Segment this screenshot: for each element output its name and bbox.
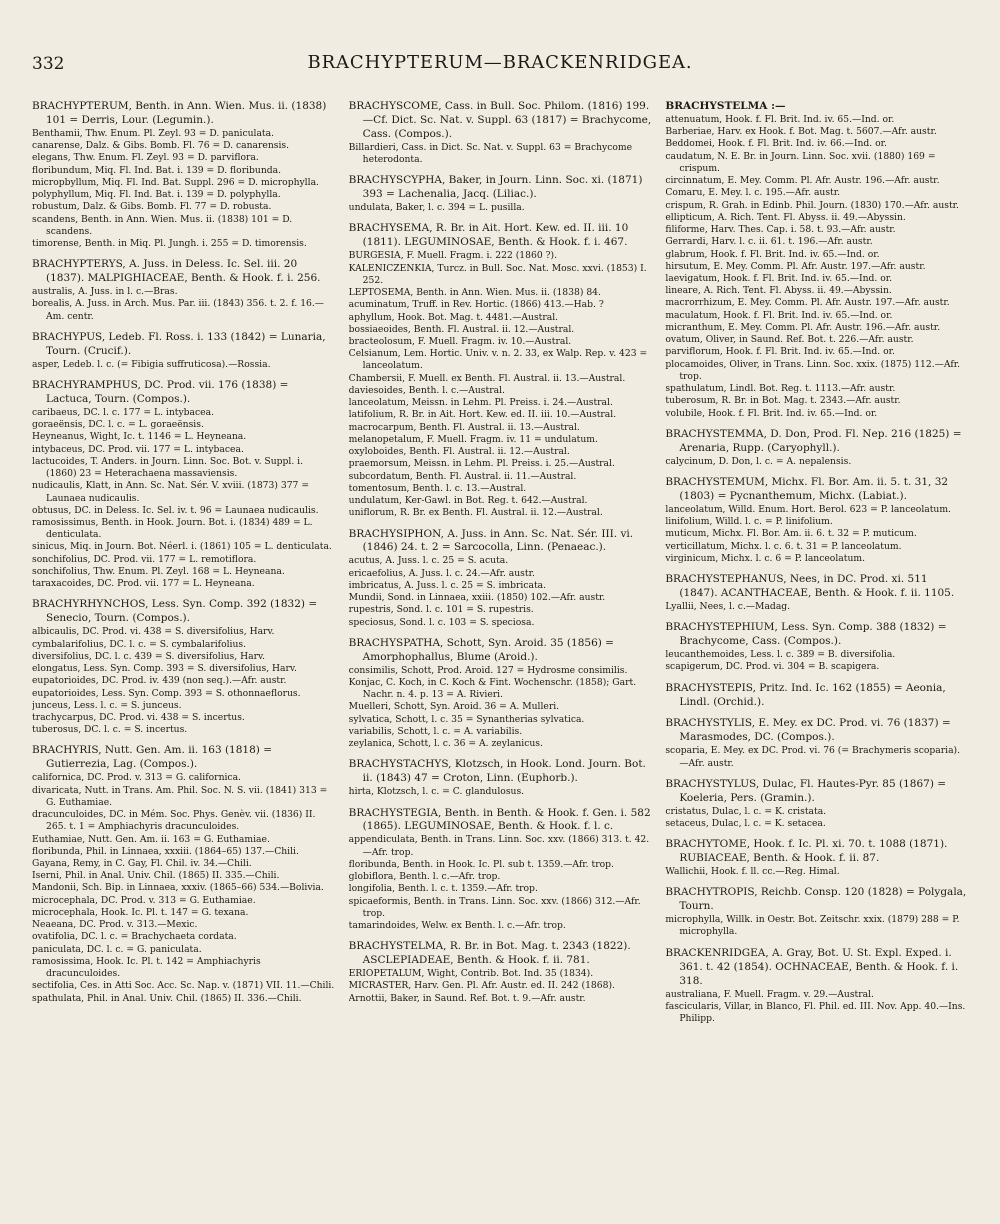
species-line: variabilis, Schott, l. c. = A. variabilis. bbox=[348, 725, 523, 737]
index-entry bbox=[349, 758, 652, 798]
species-line: fascicularis, Villar, in Blanco, Fl. Phil. ed. III. Nov. App. 40.—Ins. Philipp. bbox=[665, 1000, 966, 1025]
species-line: sylvatica, Schott, l. c. 35 = Synantherias sylvatica. bbox=[348, 713, 585, 725]
species-line: longifolia, Benth. l. c. t. 1359.—Afr. trop. bbox=[348, 883, 538, 895]
species-line: sonchifolius, DC. Prod. vii. 177 = L. remotiflora. bbox=[32, 553, 257, 565]
species-line: circinnatum, E. Mey. Comm. Pl. Afr. Austr. 196.—Afr. austr. bbox=[665, 175, 940, 187]
index-entry bbox=[665, 100, 968, 420]
species-line: laevigatum, Hook. f. Fl. Brit. Ind. iv. 65.—Ind. or. bbox=[665, 273, 893, 284]
column-1 bbox=[32, 100, 335, 1205]
species-line: tomentosum, Benth. l. c. 13.—Austral. bbox=[348, 482, 527, 494]
genus-heading: BRACHYRAMPHUS, DC. Prod. vii. 176 (1838) = Lactuca, Tourn. (Compos.). bbox=[32, 379, 289, 405]
species-line: muticum, Michx. Fl. Bor. Am. ii. 6. t. 32 = P. muticum. bbox=[665, 528, 917, 540]
species-line: macrocarpum, Benth. Fl. Austral. ii. 13.—Austral. bbox=[348, 421, 580, 433]
species-line: setaceus, Dulac, l. c. = K. setacea. bbox=[665, 817, 826, 829]
species-line: floribunda, Phil. in Linnaea, xxxiii. (1864–65) 137.—Chili. bbox=[32, 845, 299, 857]
index-entry bbox=[665, 682, 968, 710]
species-line: lanceolatum, Willd. Enum. Hort. Berol. 623 = P. lanceolatum. bbox=[665, 503, 951, 515]
species-line: tuberosum, R. Br. in Bot. Mag. t. 2343.—Afr. austr. bbox=[665, 395, 901, 407]
species-line: Chambersii, F. Muell. ex Benth. Fl. Austral. ii. 13.—Austral. bbox=[348, 372, 626, 384]
index-entry bbox=[349, 528, 652, 629]
species-line: caudatum, N. E. Br. in Journ. Linn. Soc. xvii. (1880) 169 = crispum. bbox=[665, 150, 936, 174]
species-line: filiforme, Harv. Thes. Cap. i. 58. t. 93.—Afr. austr. bbox=[665, 224, 896, 236]
species-line: elegans, Thw. Enum. Fl. Zeyl. 93 = D. parviflora. bbox=[32, 152, 259, 164]
species-line: ericaefolius, A. Juss. l. c. 24.—Afr. austr. bbox=[348, 567, 535, 579]
species-line: australiana, F. Muell. Fragm. v. 29.—Austral. bbox=[665, 988, 874, 1000]
species-line: Benthamii, Thw. Enum. Pl. Zeyl. 93 = D. paniculata. bbox=[32, 127, 275, 139]
species-line: macrorrhizum, E. Mey. Comm. Pl. Afr. Austr. 197.—Afr. austr. bbox=[665, 297, 950, 309]
species-line: globiflora, Benth. l. c.—Afr. trop. bbox=[348, 871, 501, 883]
genus-heading: BRACHYSTYLIS, E. Mey. ex DC. Prod. vi. 76 (1837) = Marasmodes, DC. (Compos.). bbox=[665, 717, 951, 744]
genus-heading: BRACHYPUS, Ledeb. Fl. Ross. i. 133 (1842) = Lunaria, Tourn. (Crucif.). bbox=[32, 330, 326, 357]
species-line: maculatum, Hook. f. Fl. Brit. Ind. iv. 65.—Ind. or. bbox=[665, 309, 893, 321]
species-line: eupatorioides, Less. Syn. Comp. 393 = S. othonnaeflorus. bbox=[32, 687, 301, 699]
index-entry bbox=[32, 598, 335, 736]
species-line: cymbalarifolius, DC. l. c. = S. cymbalarifolius. bbox=[32, 638, 247, 650]
species-line: tamarindoides, Welw. ex Benth. l. c.—Afr. trop. bbox=[348, 920, 566, 932]
index-entry bbox=[665, 886, 968, 938]
species-line: ramosissimus, Benth. in Hook. Journ. Bot. i. (1834) 489 = L. denticulata. bbox=[32, 517, 313, 541]
species-line: undulata, Baker, l. c. 394 = L. pusilla. bbox=[348, 202, 525, 214]
genus-heading: BRACHYSTACHYS, Klotzsch, in Hook. Lond. Journ. Bot. ii. (1843) 47 = Croton, Linn. (Euphorb.). bbox=[348, 758, 646, 785]
species-line: Mundii, Sond. in Linnaea, xxiii. (1850) 102.—Afr. austr. bbox=[348, 592, 606, 604]
index-entry bbox=[349, 100, 652, 166]
species-line: daviesoides, Benth. l. c.—Austral. bbox=[348, 384, 505, 396]
species-line: imbricatus, A. Juss. l. c. 25 = S. imbricata. bbox=[348, 579, 547, 591]
genus-heading: BRACHYPTERYS, A. Juss. in Deless. Ic. Sel. iii. 20 (1837). MALPIGHIACEAE, Benth. & Hook. f. i. 256. bbox=[32, 258, 321, 285]
species-line: microcephala, DC. Prod. v. 313 = G. Euthamiae. bbox=[32, 894, 256, 906]
species-line: Arnottii, Baker, in Saund. Ref. Bot. t. 9.—Afr. austr. bbox=[348, 992, 586, 1004]
species-line: Billardieri, Cass. in Dict. Sc. Nat. v. Suppl. 63 = Brachycome heterodonta. bbox=[348, 141, 633, 166]
species-line: parviflorum, Hook. f. Fl. Brit. Ind. iv. 65.—Ind. or. bbox=[665, 346, 895, 358]
species-line: Barberiae, Harv. ex Hook. f. Bot. Mag. t. 5607.—Afr. austr. bbox=[665, 126, 937, 138]
species-line: KALENICZENKIA, Turcz. in Bull. Soc. Nat. Mosc. xxvi. (1853) I. 252. bbox=[348, 262, 647, 286]
species-line: ramosissima, Hook. Ic. Pl. t. 142 = Amphiachyris dracunculoides. bbox=[32, 955, 261, 980]
species-line: subcordatum, Benth. Fl. Austral. ii. 11.—Austral. bbox=[348, 470, 577, 482]
species-line: volubile, Hook. f. Fl. Brit. Ind. iv. 65.—Ind. or. bbox=[665, 407, 878, 419]
species-line: consimilis, Schott, Prod. Aroid. 127 = Hydrosme consimilis. bbox=[348, 664, 628, 676]
genus-heading: BRACHYSCOME, Cass. in Bull. Soc. Philom. (1816) 199.—Cf. Dict. Sc. Nat. v. Suppl. 63 (1817) = Brachycome, Cass. (Compos.). bbox=[348, 100, 652, 140]
species-line: floribunda, Benth. in Hook. Ic. Pl. sub t. 1359.—Afr. trop. bbox=[348, 858, 614, 870]
page-title: BRACHYPTERUM—BRACKENRIDGEA. bbox=[307, 52, 693, 73]
index-entry bbox=[32, 379, 335, 590]
species-line: ERIOPETALUM, Wight, Contrib. Bot. Ind. 35 (1834). bbox=[348, 968, 594, 980]
species-line: oxyloboides, Benth. Fl. Austral. ii. 12.—Austral. bbox=[348, 446, 570, 458]
species-line: Lyallii, Nees, l. c.—Madag. bbox=[665, 600, 791, 612]
species-line: cristatus, Dulac, l. c. = K. cristata. bbox=[665, 805, 827, 817]
index-entry bbox=[665, 476, 968, 565]
genus-heading: BRACHYSTEPHANUS, Nees, in DC. Prod. xi. 511 (1847). ACANTHACEAE, Benth. & Hook. f. ii. 1105. bbox=[665, 573, 955, 599]
species-line: caribaeus, DC. l. c. 177 = L. intybacea. bbox=[32, 406, 214, 418]
species-line: eupatorioides, DC. Prod. iv. 439 (non seq.).—Afr. austr. bbox=[32, 675, 287, 687]
species-line: spicaeformis, Benth. in Trans. Linn. Soc. xxv. (1866) 312.—Afr. trop. bbox=[348, 895, 641, 919]
page-header bbox=[32, 48, 968, 88]
genus-heading: BRACHYSTEPHIUM, Less. Syn. Comp. 388 (1832) = Brachycome, Cass. (Compos.). bbox=[665, 621, 947, 648]
species-line: verticillatum, Michx. l. c. 6. t. 31 = P. lanceolatum. bbox=[665, 540, 902, 552]
species-line: Heyneanus, Wight, Ic. t. 1146 = L. Heyneana. bbox=[32, 431, 247, 443]
species-line: aphyllum, Hook. Bot. Mag. t. 4481.—Austral. bbox=[348, 311, 559, 323]
species-line: scapigerum, DC. Prod. vi. 304 = B. scapigera. bbox=[665, 661, 880, 673]
species-line: MICRASTER, Harv. Gen. Pl. Afr. Austr. ed. II. 242 (1868). bbox=[348, 980, 615, 992]
species-line: scandens, Benth. in Ann. Wien. Mus. ii. (1838) 101 = D. scandens. bbox=[32, 213, 293, 237]
index-entry bbox=[665, 573, 968, 613]
species-line: spathulata, Phil. in Anal. Univ. Chil. (1865) II. 336.—Chili. bbox=[32, 992, 302, 1004]
species-line: canarense, Dalz. & Gibs. Bomb. Fl. 76 = D. canarensis. bbox=[32, 140, 290, 152]
index-entry bbox=[32, 100, 335, 250]
species-line: californica, DC. Prod. v. 313 = G. californica. bbox=[32, 772, 241, 784]
genus-heading: BRACHYSCYPHA, Baker, in Journ. Linn. Soc. xi. (1871) 393 = Lachenalia, Jacq. (Liliac.). bbox=[348, 174, 643, 201]
species-line: appendiculata, Benth. in Trans. Linn. Soc. xxv. (1866) 313. t. 42.—Afr. trop. bbox=[348, 834, 650, 858]
species-line: BURGESIA, F. Muell. Fragm. i. 222 (1860 ?). bbox=[348, 250, 558, 262]
species-line: tuberosus, DC. l. c. = S. incertus. bbox=[32, 724, 188, 736]
index-entry bbox=[349, 174, 652, 214]
species-line: trachycarpus, DC. Prod. vi. 438 = S. incertus. bbox=[32, 711, 245, 723]
species-line: uniflorum, R. Br. ex Benth. Fl. Austral. ii. 12.—Austral. bbox=[348, 507, 603, 519]
species-line: Gayana, Remy, in C. Gay, Fl. Chil. iv. 34.—Chili. bbox=[32, 857, 252, 869]
column-2 bbox=[349, 100, 652, 1205]
species-line: Gerrardi, Harv. l. c. ii. 61. t. 196.—Afr. austr. bbox=[665, 236, 873, 248]
index-entry bbox=[349, 637, 652, 751]
species-line: plocamoides, Oliver, in Trans. Linn. Soc. xxix. (1875) 112.—Afr. trop. bbox=[665, 358, 961, 382]
species-line: spathulatum, Lindl. Bot. Reg. t. 1113.—Afr. austr. bbox=[665, 383, 896, 395]
index-entry bbox=[665, 778, 968, 830]
species-line: hirta, Klotzsch, l. c. = C. glandulosus. bbox=[348, 786, 525, 798]
species-line: Wallichii, Hook. f. ll. cc.—Reg. Himal. bbox=[665, 866, 840, 878]
species-line: albicaulis, DC. Prod. vi. 438 = S. diversifolius, Harv. bbox=[32, 626, 275, 638]
species-line: Mandonii, Sch. Bip. in Linnaea, xxxiv. (1865–66) 534.—Bolivia. bbox=[32, 882, 324, 894]
species-line: micranthum, E. Mey. Comm. Pl. Afr. Austr. 196.—Afr. austr. bbox=[665, 321, 941, 333]
genus-heading: BRACHYSTELMA, R. Br. in Bot. Mag. t. 2343 (1822). ASCLEPIADEAE, Benth. & Hook. f. ii. 781. bbox=[348, 940, 631, 967]
species-line: linifolium, Willd. l. c. = P. linifolium. bbox=[665, 516, 833, 528]
species-line: ellipticum, A. Rich. Tent. Fl. Abyss. ii. 49.—Abyssin. bbox=[665, 211, 906, 223]
species-line: goraeënsis, DC. l. c. = L. goraeënsis. bbox=[32, 419, 204, 431]
genus-heading: BRACHYSEMA, R. Br. in Ait. Hort. Kew. ed. II. iii. 10 (1811). LEGUMINOSAE, Benth. & Hook. f. i. 467. bbox=[348, 222, 629, 249]
page-number: 332 bbox=[32, 54, 65, 74]
index-entry bbox=[665, 717, 968, 769]
index-entry bbox=[32, 331, 335, 371]
species-line: dracunculoides, DC. in Mém. Soc. Phys. Genèv. vii. (1836) II. 265. t. 1 = Amphiachyris dracunculoides. bbox=[32, 809, 316, 833]
genus-heading: BRACHYSTELMA :— bbox=[665, 100, 786, 112]
genus-heading: BRACHYSTYLUS, Dulac, Fl. Hautes-Pyr. 85 (1867) = Koeleria, Pers. (Gramin.). bbox=[665, 777, 947, 804]
species-line: calycinum, D. Don, l. c. = A. nepalensis. bbox=[665, 455, 852, 467]
genus-heading: BRACHYPTERUM, Benth. in Ann. Wien. Mus. ii. (1838) 101 = Derris, Lour. (Legumin.). bbox=[32, 100, 327, 126]
species-line: Neaeana, DC. Prod. v. 313.—Mexic. bbox=[32, 919, 198, 931]
genus-heading: BRACHYRHYNCHOS, Less. Syn. Comp. 392 (1832) = Senecio, Tourn. (Compos.). bbox=[32, 598, 318, 625]
species-line: lineare, A. Rich. Tent. Fl. Abyss. ii. 49.—Abyssin. bbox=[665, 285, 892, 297]
species-line: sinicus, Miq. in Journ. Bot. Néerl. i. (1861) 105 = L. denticulata. bbox=[32, 541, 332, 553]
species-line: Iserni, Phil. in Anal. Univ. Chil. (1865) II. 335.—Chili. bbox=[32, 870, 280, 882]
species-line: speciosus, Sond. l. c. 103 = S. speciosa. bbox=[348, 616, 535, 628]
species-line: lactucoides, T. Anders. in Journ. Linn. Soc. Bot. v. Suppl. i. (1860) 23 = Heterachaena massaviensis. bbox=[32, 455, 304, 480]
species-line: latifolium, R. Br. in Ait. Hort. Kew. ed. II. iii. 10.—Austral. bbox=[348, 409, 617, 421]
species-line: australis, A. Juss. in l. c.—Bras. bbox=[32, 286, 178, 298]
species-line: taraxacoides, DC. Prod. vii. 177 = L. Heyneana. bbox=[32, 578, 255, 590]
genus-heading: BRACHYSIPHON, A. Juss. in Ann. Sc. Nat. Sér. III. vi. (1846) 24. t. 2 = Sarcocolla, Linn. (Penaeac.). bbox=[348, 527, 634, 554]
species-line: undulatum, Ker-Gawl. in Bot. Reg. t. 642.—Austral. bbox=[348, 495, 588, 507]
index-entry bbox=[349, 807, 652, 933]
species-line: polyphyllum, Miq. Fl. Ind. Bat. i. 139 = D. polyphylla. bbox=[32, 189, 281, 201]
index-entry bbox=[665, 947, 968, 1026]
species-line: floribundum, Miq. Fl. Ind. Bat. i. 139 = D. floribunda. bbox=[32, 164, 282, 176]
species-line: Konjac, C. Koch, in C. Koch & Fint. Wochenschr. (1858); Gart. Nachr. n. 4. p. 13 = A. Rivieri. bbox=[348, 676, 637, 701]
genus-heading: BRACHYSTEMUM, Michx. Fl. Bor. Am. ii. 5. t. 31, 32 (1803) = Pycnanthemum, Michx. (Labiat.). bbox=[665, 475, 949, 502]
genus-heading: BRACHYTROPIS, Reichb. Consp. 120 (1828) = Polygala, Tourn. bbox=[665, 886, 967, 913]
species-line: virginicum, Michx. l. c. 6 = P. lanceolatum. bbox=[665, 552, 865, 564]
species-line: timorense, Benth. in Miq. Pl. Jungh. i. 255 = D. timorensis. bbox=[32, 238, 307, 250]
species-line: scoparia, E. Mey. ex DC. Prod. vi. 76 (= Brachymeris scoparia).—Afr. austr. bbox=[665, 745, 961, 769]
species-line: robustum, Dalz. & Gibs. Bomb. Fl. 77 = D. robusta. bbox=[32, 201, 272, 213]
species-line: diversifolius, DC. l. c. 439 = S. diversifolius, Harv. bbox=[32, 650, 266, 662]
index-entry bbox=[349, 222, 652, 519]
species-line: crispum, R. Grah. in Edinb. Phil. Journ. (1830) 170.—Afr. austr. bbox=[665, 199, 959, 211]
index-entry bbox=[665, 621, 968, 673]
species-line: nudicaulis, Klatt, in Ann. Sc. Nat. Sér. V. xviii. (1873) 377 = Launaea nudicaulis. bbox=[32, 480, 310, 504]
species-line: ovatifolia, DC. l. c. = Brachychaeta cordata. bbox=[32, 931, 237, 943]
species-line: acuminatum, Truff. in Rev. Hortic. (1866) 413.—Hab. ? bbox=[348, 299, 604, 311]
species-line: Euthamiae, Nutt. Gen. Am. ii. 163 = G. Euthamiae. bbox=[32, 833, 270, 845]
species-line: acutus, A. Juss. l. c. 25 = S. acuta. bbox=[348, 555, 509, 567]
species-line: LEPTOSEMA, Benth. in Ann. Wien. Mus. ii. (1838) 84. bbox=[348, 287, 601, 299]
species-line: praemorsum, Meissn. in Lehm. Pl. Preiss. i. 25.—Austral. bbox=[348, 458, 615, 470]
species-line: micropbyllum, Miq. Fl. Ind. Bat. Suppl. 296 = D. microphylla. bbox=[32, 176, 319, 188]
genus-heading: BRACKENRIDGEA, A. Gray, Bot. U. St. Expl. Exped. i. 361. t. 42 (1854). OCHNACEAE, Benth. & Hook. f. i. 318. bbox=[665, 946, 959, 987]
genus-heading: BRACHYSTEMMA, D. Don, Prod. Fl. Nep. 216 (1825) = Arenaria, Rupp. (Caryophyll.). bbox=[665, 427, 962, 454]
genus-heading: BRACHYSTEPIS, Pritz. Ind. Ic. 162 (1855) = Aeonia, Lindl. (Orchid.). bbox=[665, 681, 946, 708]
species-line: intybaceus, DC. Prod. vii. 177 = L. intybacea. bbox=[32, 443, 244, 455]
species-line: sonchifolius, Thw. Enum. Pl. Zeyl. 168 = L. Heyneana. bbox=[32, 565, 285, 577]
species-line: microphylla, Willk. in Oestr. Bot. Zeitschr. xxix. (1879) 288 = P. microphylla. bbox=[665, 914, 960, 938]
species-line: rupestris, Sond. l. c. 101 = S. rupestris. bbox=[348, 604, 534, 616]
species-line: hirsutum, E. Mey. Comm. Pl. Afr. Austr. 197.—Afr. austr. bbox=[665, 260, 926, 272]
genus-heading: BRACHYSTEGIA, Benth. in Benth. & Hook. f. Gen. i. 582 (1865). LEGUMINOSAE, Benth. & Hook. f. l. c. bbox=[348, 806, 651, 833]
species-line: paniculata, DC. l. c. = G. paniculata. bbox=[32, 943, 202, 955]
species-line: junceus, Less. l. c. = S. junceus. bbox=[32, 699, 182, 711]
species-line: sectifolia, Ces. in Atti Soc. Acc. Sc. Nap. v. (1871) VII. 11.—Chili. bbox=[32, 980, 335, 992]
species-line: divaricata, Nutt. in Trans. Am. Phil. Soc. N. S. vii. (1841) 313 = G. Euthamiae. bbox=[32, 784, 328, 808]
species-line: borealis, A. Juss. in Arch. Mus. Par. iii. (1843) 356. t. 2. f. 16.—Am. centr. bbox=[32, 298, 324, 322]
species-line: melanopetalum, F. Muell. Fragm. iv. 11 = undulatum. bbox=[348, 433, 598, 445]
species-line: Beddomei, Hook. f. Fl. Brit. Ind. iv. 66.—Ind. or. bbox=[665, 138, 887, 150]
species-line: ovatum, Oliver, in Saund. Ref. Bot. t. 226.—Afr. austr. bbox=[665, 334, 914, 346]
species-line: zeylanica, Schott, l. c. 36 = A. zeylanicus. bbox=[348, 738, 543, 750]
species-line: lanceolatum, Meissn. in Lehm. Pl. Preiss. i. 24.—Austral. bbox=[348, 397, 613, 409]
species-line: obtusus, DC. in Deless. Ic. Sel. iv. t. 96 = Launaea nudicaulis. bbox=[32, 504, 319, 516]
species-line: asper, Ledeb. l. c. (= Fibigia suffruticosa).—Rossia. bbox=[32, 358, 271, 370]
species-line: elongatus, Less. Syn. Comp. 393 = S. diversifolius, Harv. bbox=[32, 663, 297, 675]
species-line: glabrum, Hook. f. Fl. Brit. Ind. iv. 65.—Ind. or. bbox=[665, 248, 880, 260]
index-entry bbox=[349, 940, 652, 1005]
species-line: attenuatum, Hook. f. Fl. Brit. Ind. iv. 65.—Ind. or. bbox=[665, 113, 895, 125]
column-3 bbox=[665, 100, 968, 1205]
genus-heading: BRACHYRIS, Nutt. Gen. Am. ii. 163 (1818) = Gutierrezia, Lag. (Compos.). bbox=[32, 744, 273, 771]
index-entry bbox=[32, 258, 335, 323]
species-line: bossiaeoides, Benth. Fl. Austral. ii. 12.—Austral. bbox=[348, 323, 575, 335]
genus-heading: BRACHYTOME, Hook. f. Ic. Pl. xi. 70. t. 1088 (1871). RUBIACEAE, Benth. & Hook. f. ii. 87. bbox=[665, 838, 948, 865]
text-columns bbox=[32, 100, 968, 1205]
species-line: bracteolosum, F. Muell. Fragm. iv. 10.—Austral. bbox=[348, 336, 572, 348]
index-entry bbox=[665, 428, 968, 468]
species-line: Celsianum, Lem. Hortic. Univ. v. n. 2. 33, ex Walp. Rep. v. 423 = lanceolatum. bbox=[348, 348, 648, 372]
species-line: microcephala, Hook. Ic. Pl. t. 147 = G. texana. bbox=[32, 906, 249, 918]
species-line: Comaru, E. Mey. l. c. 195.—Afr. austr. bbox=[665, 187, 841, 199]
index-entry bbox=[32, 744, 335, 1004]
species-line: Muelleri, Schott, Syn. Aroid. 36 = A. Mulleri. bbox=[348, 701, 560, 713]
index-entry bbox=[665, 838, 968, 878]
genus-heading: BRACHYSPATHA, Schott, Syn. Aroid. 35 (1856) = Amorphophallus, Blume (Aroid.). bbox=[348, 636, 614, 663]
species-line: leucanthemoides, Less. l. c. 389 = B. diversifolia. bbox=[665, 649, 896, 661]
